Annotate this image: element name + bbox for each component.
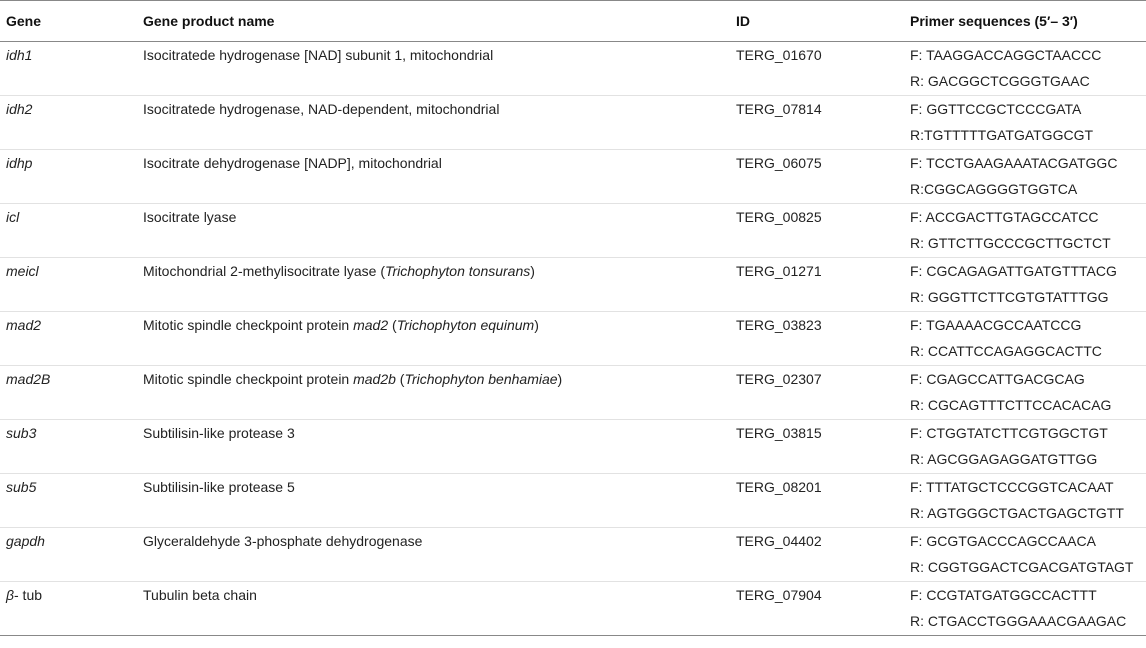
gene-id: TERG_06075 (736, 155, 822, 171)
product-cell (137, 366, 730, 420)
id-cell (730, 582, 904, 636)
gene-id: TERG_04402 (736, 533, 822, 549)
table-row (0, 96, 1146, 150)
product-name: Subtilisin-like protease 3 (143, 425, 295, 441)
gene-name (6, 582, 137, 608)
forward-primer: F: TTTATGCTCCCGGTCACAAT (910, 479, 1114, 495)
gene-cell (0, 258, 137, 312)
id-cell (730, 258, 904, 312)
table-row (0, 204, 1146, 258)
id-cell (730, 474, 904, 528)
id-cell (730, 96, 904, 150)
table-row (0, 420, 1146, 474)
id-cell (730, 366, 904, 420)
product-cell (137, 420, 730, 474)
gene-cell (0, 96, 137, 150)
gene-id: TERG_03823 (736, 317, 822, 333)
product-cell (137, 528, 730, 582)
product-text-mid: ( (395, 371, 405, 387)
product-text: Mitotic spindle checkpoint protein (143, 317, 354, 333)
id-cell (730, 420, 904, 474)
id-cell (730, 204, 904, 258)
product-name (143, 366, 730, 392)
reverse-primer: R: CGGTGGACTCGACGATGTAGT (910, 559, 1134, 575)
gene-id: TERG_07814 (736, 101, 822, 117)
reverse-primer: R:TGTTTTTGATGATGGCGT (910, 127, 1094, 143)
gene-cell (0, 420, 137, 474)
primer-cell (904, 42, 1146, 96)
gene-id: TERG_02307 (736, 371, 822, 387)
reverse-primer: R: AGCGGAGAGGATGTTGG (910, 451, 1098, 467)
primer-cell (904, 96, 1146, 150)
forward-primer: F: CGAGCCATTGACGCAG (910, 371, 1085, 387)
gene-id: TERG_01670 (736, 47, 822, 63)
product-name: Subtilisin-like protease 5 (143, 479, 295, 495)
gene-id: TERG_03815 (736, 425, 822, 441)
organism-name: Trichophyton tonsurans (384, 263, 531, 279)
gene-name: mad2 (6, 317, 42, 333)
gene-cell (0, 204, 137, 258)
table-row (0, 258, 1146, 312)
reverse-primer: R: GTTCTTGCCCGCTTGCTCT (910, 235, 1111, 251)
gene-name: meicl (6, 263, 39, 279)
forward-primer: F: TGAAAACGCCAATCCG (910, 317, 1082, 333)
gene-name-suffix: - tub (14, 587, 43, 603)
forward-primer: F: CGCAGAGATTGATGTTTACG (910, 263, 1117, 279)
gene-cell (0, 582, 137, 636)
gene-cell (0, 366, 137, 420)
product-text-end: ) (557, 371, 563, 387)
gene-id: TERG_00825 (736, 209, 822, 225)
product-cell (137, 258, 730, 312)
primer-cell (904, 312, 1146, 366)
gene-cell (0, 150, 137, 204)
gene-id: TERG_01271 (736, 263, 822, 279)
reverse-primer: R: CGCAGTTTCTTCCACACAG (910, 397, 1112, 413)
id-cell (730, 150, 904, 204)
gene-name: idhp (6, 155, 33, 171)
forward-primer: F: TAAGGACCAGGCTAACCC (910, 47, 1102, 63)
product-name: Isocitratede hydrogenase, NAD-dependent, mitochondrial (143, 101, 500, 117)
header-primer-sequences: Primer sequences (5′– 3′) (904, 1, 1146, 42)
gene-cell (0, 474, 137, 528)
reverse-primer: R:CGGCAGGGGTGGTCA (910, 181, 1078, 197)
header-gene: Gene (0, 1, 137, 42)
gene-cell (0, 42, 137, 96)
primer-cell (904, 366, 1146, 420)
table-row (0, 42, 1146, 96)
product-name (143, 312, 730, 338)
table-row (0, 528, 1146, 582)
product-name: Isocitrate lyase (143, 209, 237, 225)
header-gene-product-name: Gene product name (137, 1, 730, 42)
forward-primer: F: CTGGTATCTTCGTGGCTGT (910, 425, 1108, 441)
header-id: ID (730, 1, 904, 42)
primer-cell (904, 582, 1146, 636)
table-row (0, 312, 1146, 366)
reverse-primer: R: CTGACCTGGGAAACGAAGAC (910, 613, 1127, 629)
gene-cell (0, 528, 137, 582)
primer-cell (904, 150, 1146, 204)
product-name (143, 258, 730, 284)
reverse-primer: R: GACGGCTCGGGTGAAC (910, 73, 1090, 89)
forward-primer: F: TCCTGAAGAAATACGATGGC (910, 155, 1118, 171)
gene-name: idh2 (6, 101, 33, 117)
organism-name: Trichophyton benhamiae (404, 371, 558, 387)
organism-name: Trichophyton equinum (396, 317, 535, 333)
table-row (0, 366, 1146, 420)
gene-id: TERG_08201 (736, 479, 822, 495)
table-row (0, 474, 1146, 528)
product-cell (137, 42, 730, 96)
table-row (0, 150, 1146, 204)
product-name: Tubulin beta chain (143, 587, 257, 603)
product-cell (137, 312, 730, 366)
reverse-primer: R: CCATTCCAGAGGCACTTC (910, 343, 1102, 359)
id-cell (730, 528, 904, 582)
product-cell (137, 474, 730, 528)
forward-primer: F: ACCGACTTGTAGCCATCC (910, 209, 1099, 225)
primer-cell (904, 258, 1146, 312)
gene-name: sub3 (6, 425, 37, 441)
primer-cell (904, 204, 1146, 258)
gene-name: mad2B (6, 371, 51, 387)
id-cell (730, 42, 904, 96)
product-text: Mitotic spindle checkpoint protein (143, 371, 354, 387)
product-text-mid: ( (388, 317, 397, 333)
product-text: Mitochondrial 2-methylisocitrate lyase ( (143, 263, 385, 279)
gene-name: idh1 (6, 47, 33, 63)
id-cell (730, 312, 904, 366)
primer-cell (904, 474, 1146, 528)
forward-primer: F: GGTTCCGCTCCCGATA (910, 101, 1082, 117)
gene-id: TERG_07904 (736, 587, 822, 603)
protein-name: mad2b (353, 371, 396, 387)
product-text-end: ) (530, 263, 535, 279)
reverse-primer: R: AGTGGGCTGACTGAGCTGTT (910, 505, 1124, 521)
gene-name: icl (6, 209, 20, 225)
product-text-end: ) (534, 317, 539, 333)
reverse-primer: R: GGGTTCTTCGTGTATTTGG (910, 289, 1109, 305)
product-cell (137, 150, 730, 204)
beta-symbol: β (6, 587, 14, 603)
gene-cell (0, 312, 137, 366)
product-cell (137, 96, 730, 150)
primer-cell (904, 420, 1146, 474)
product-name: Isocitratede hydrogenase [NAD] subunit 1, mitochondrial (143, 47, 494, 63)
forward-primer: F: GCGTGACCCAGCCAACA (910, 533, 1096, 549)
gene-name: gapdh (6, 533, 45, 549)
table-header-row (0, 1, 1146, 42)
product-name: Glyceraldehyde 3-phosphate dehydrogenase (143, 533, 423, 549)
forward-primer: F: CCGTATGATGGCCACTTT (910, 587, 1097, 603)
primer-cell (904, 528, 1146, 582)
product-name: Isocitrate dehydrogenase [NADP], mitochondrial (143, 155, 442, 171)
protein-name: mad2 (353, 317, 389, 333)
table-row (0, 582, 1146, 636)
product-cell (137, 204, 730, 258)
product-cell (137, 582, 730, 636)
gene-name: sub5 (6, 479, 37, 495)
